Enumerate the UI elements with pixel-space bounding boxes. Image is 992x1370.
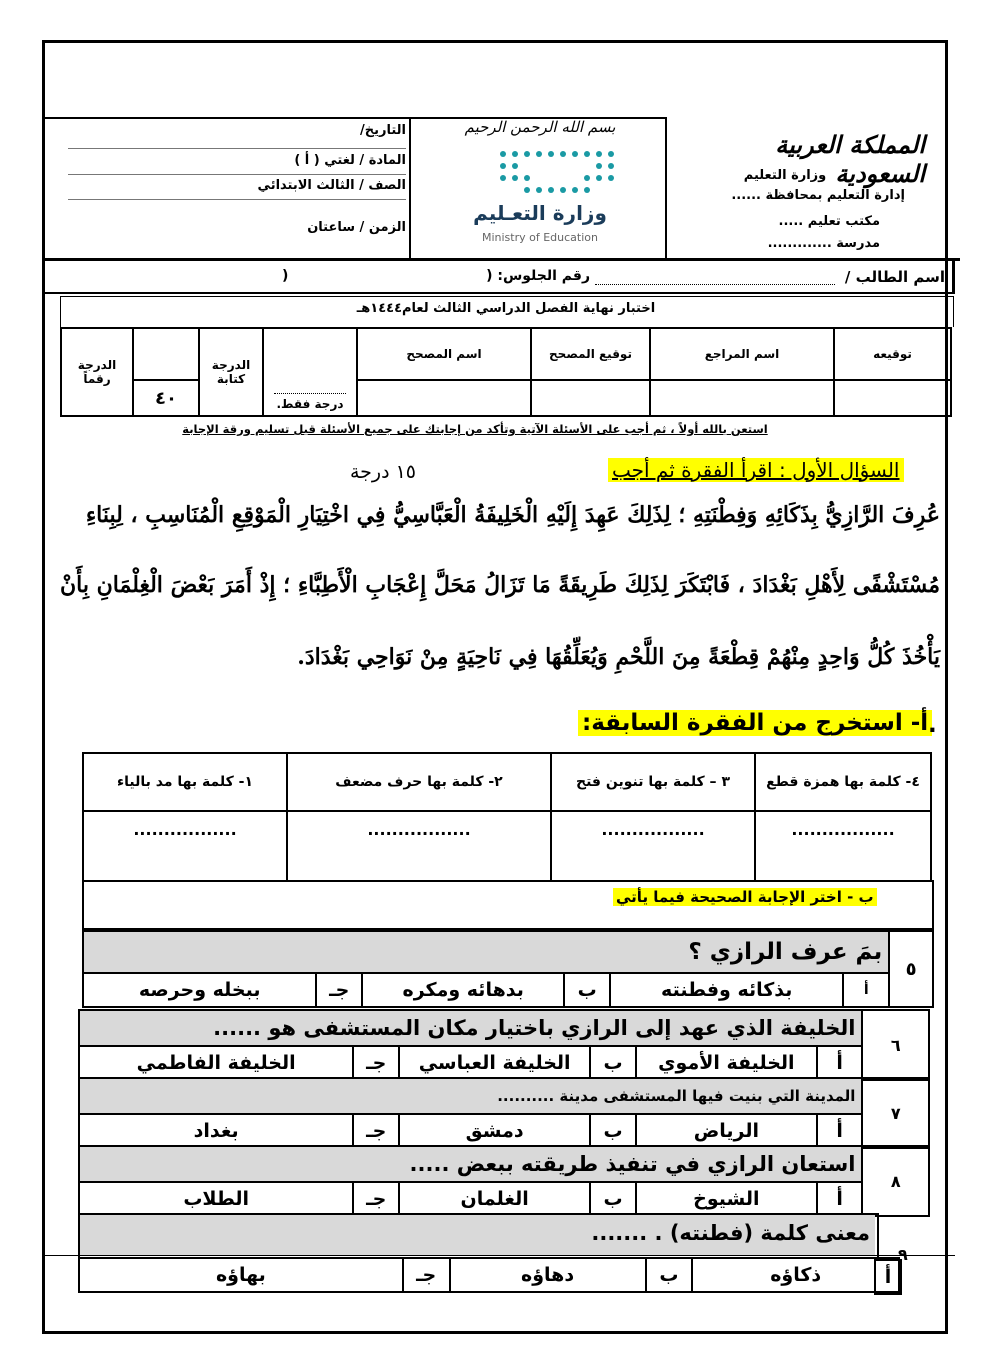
total-score: ٤٠ [133,380,199,416]
part-a-lead: . [928,712,937,738]
q9-option-b-letter: ب [646,1258,693,1292]
q8-option-b-letter: ب [590,1182,636,1216]
directorate-label: إدارة التعليم بمحافظة ...... [731,188,905,203]
question-7 [78,1077,930,1149]
corrector-sign-header: توقيع المصحح [531,328,650,380]
grade-label: الصف / الثالث الابتدائي [257,178,406,193]
col-header-4: ٤- كلمة بها همزة قطع [755,753,931,811]
only-degree-cell [263,328,357,416]
logo-text-ar: وزارة التعـليم [473,201,607,225]
question-5-number: ٥ [889,931,933,1007]
part-a-title: أ- استخرج من الفقرة السابقة: [578,710,932,736]
question-6 [78,1009,930,1081]
q8-option-b[interactable]: الغلمان [399,1182,590,1216]
instructions: استعن بالله أولاً ، ثم أجب على الأسئلة الآتية وتأكد من إجابتك على جميع الأسئلة قبل تسليم ورقة الإجابة [182,422,768,436]
grade-table [60,327,952,417]
question-6-number: ٦ [862,1010,929,1080]
corrector-sign-cell[interactable] [531,380,650,416]
header-divider-left [409,117,411,259]
name-row-right-edge [952,258,955,294]
q7-option-c-letter: جـ [353,1114,399,1148]
answer-blank-2[interactable]: ................. [287,811,551,881]
info-sep-2 [68,174,406,175]
q6-option-b-letter: ب [590,1046,636,1080]
office-label: مكتب تعليم ..... [778,214,880,229]
question1-points: ١٥ درجة [349,461,416,483]
q5-option-a[interactable]: بذكائه وفطنته [610,973,843,1007]
reviewer-name-cell[interactable] [650,380,834,416]
q9-separator [45,1255,955,1256]
q8-option-a[interactable]: الشيوخ [636,1182,817,1216]
reviewer-sign-header: توقيعه [834,328,951,380]
answer-blank-4[interactable]: ................. [755,811,931,881]
q7-option-c[interactable]: بغداد [79,1114,353,1148]
date-label: التاريخ/ [359,123,406,138]
part-a-table [82,752,932,882]
student-name-field[interactable] [595,284,835,285]
basmala: بسم الله الرحمن الرحيم [464,118,616,136]
question-7-text: المدينة التي بنيت فيها المستشفى مدينة .......... [79,1078,862,1114]
reviewer-name-header: اسم المراجع [650,328,834,380]
paragraph-line-1: عُرِفَ الرَّازِيُّ بِذَكَائِهِ وَفِطْنَتِهِ ؛ لِذَلِكَ عَهِدَ إِلَيْهِ الْخَلِيفَةُ الْعَبَّاسِيُّ فِي اخْتِيَارِ الْمَوْقِعِ الْمُنَاسِبِ ، لِبِنَاءِ [85,502,940,528]
score-digits-label: الدرجة رقماً [61,328,133,416]
ministry-logo-icon [495,148,625,200]
only-degree-text: درجة فقط. [276,397,344,411]
question-9-options [78,1257,900,1293]
q8-option-a-letter: أ [817,1182,863,1216]
question-8 [78,1145,930,1217]
q6-option-a-letter: أ [817,1046,863,1080]
header-divider-right [665,117,667,259]
header-bottom-line [45,258,960,261]
reviewer-sign-cell[interactable] [834,380,951,416]
student-name-label: اسم الطالب / [844,268,945,286]
answer-blank-1[interactable]: ................. [83,811,287,881]
corrector-name-cell[interactable] [357,380,531,416]
q6-option-c[interactable]: الخليفة الفاطمي [79,1046,353,1080]
ministry-label: وزارة التعليم [743,168,827,183]
q6-option-b[interactable]: الخليفة العباسي [399,1046,590,1080]
question-5 [82,930,934,1008]
exam-title: اختبار نهاية الفصل الدراسي الثالث لعام١٤٤٤هـ [356,301,656,316]
q6-option-c-letter: جـ [353,1046,399,1080]
q9-option-a[interactable]: ذكاؤه [692,1258,899,1292]
name-row-bottom-line [45,292,955,294]
q9-option-c-letter: جـ [403,1258,450,1292]
col-header-2: ٢- كلمة بها حرف مضعف [287,753,551,811]
q8-option-c-letter: جـ [353,1182,399,1216]
score-digits-top [133,328,199,380]
col-header-3: ٣ – كلمة بها تنوين فتح [551,753,755,811]
question-8-text: استعان الرازي في تنفيذ طريقته ببعض ..... [79,1146,862,1182]
seat-number-close: ) [282,268,289,284]
kingdom-title: المملكة العربية السعودية [775,130,925,188]
question-8-number: ٨ [862,1146,929,1216]
score-words-label: الدرجة كتابة [199,328,263,416]
q9-option-c[interactable]: بهاؤه [79,1258,403,1292]
info-sep-3 [68,199,406,200]
q5-option-b-letter: ب [564,973,610,1007]
question1-title: السؤال الأول : اقرأ الفقرة ثم أجب [608,458,904,482]
q6-option-a[interactable]: الخليفة الأموي [636,1046,817,1080]
col-header-1: ١- كلمة بها مد بالياء [83,753,287,811]
q7-option-b-letter: ب [590,1114,636,1148]
question-6-text: الخليفة الذي عهد إلى الرازي باختيار مكان المستشفى هو ...... [79,1010,862,1046]
q9-option-a-letter: أ [874,1259,902,1295]
logo-text-en: Ministry of Education [481,231,598,244]
question-5-text: بمَ عرف الرازي ؟ [83,931,889,973]
q5-option-b[interactable]: بدهائه ومكره [362,973,564,1007]
paragraph-line-2: مُسْتَشْفًى لِأَهْلِ بَغْدَادَ ، فَابْتَكَرَ لِذَلِكَ طَرِيقَةً مَا تَزَالُ مَحَلَّ إِعْجَابِ الْأَطِبَّاءِ ؛ إِذْ أَمَرَ بَعْضَ الْغِلْمَانِ بِأَنْ [59,572,940,598]
corrector-name-header: اسم المصحح [357,328,531,380]
question-7-number: ٧ [862,1078,929,1148]
time-label: الزمن / ساعتان [307,220,406,235]
paragraph-line-3: يَأْخُذَ كُلُّ وَاحِدٍ مِنْهُمْ قِطْعَةً مِنَ اللَّحْمِ وَيُعَلِّقُهَا فِي نَاحِيَةٍ مِنْ نَوَاحِي بَغْدَادَ. [297,644,940,670]
q8-option-c[interactable]: الطلاب [79,1182,353,1216]
question-9-text: معنى كلمة (فطنته) . ....... [591,1221,870,1245]
q7-option-a-letter: أ [817,1114,863,1148]
degree-dots [274,393,346,394]
info-sep-1 [68,148,406,149]
q7-option-a[interactable]: الرياض [636,1114,817,1148]
answer-blank-3[interactable]: ................. [551,811,755,881]
q5-option-c[interactable]: ببخله وحرصه [83,973,316,1007]
school-label: مدرسة ............. [767,236,880,251]
part-b-title: ب - اختر الإجابة الصحيحة فيما يأتي [613,888,877,906]
seat-number-label: رقم الجلوس: ( [486,268,590,284]
subject-label: المادة / لغتي ( أ ) [294,153,406,168]
q5-option-a-letter: أ [843,973,889,1007]
q9-option-b[interactable]: دهاؤه [450,1258,646,1292]
q7-option-b[interactable]: دمشق [399,1114,590,1148]
q5-option-c-letter: جـ [316,973,362,1007]
